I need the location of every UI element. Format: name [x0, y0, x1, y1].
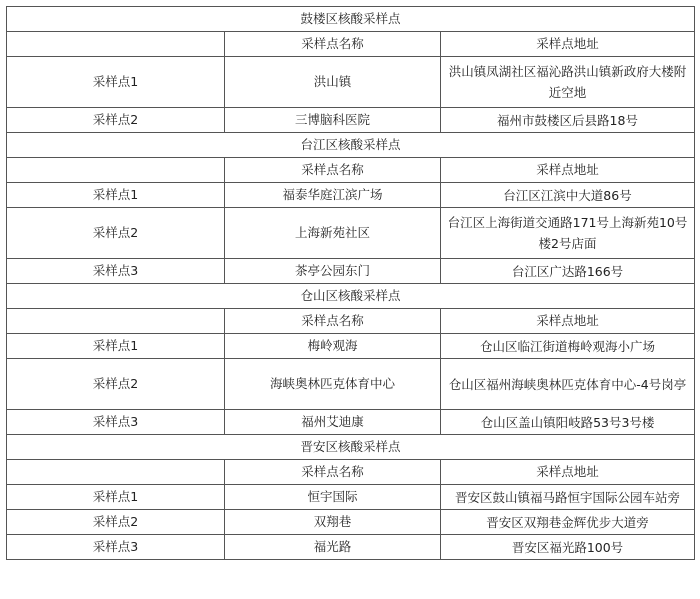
row-address: 晋安区福光路100号 — [441, 535, 695, 560]
row-label: 采样点3 — [7, 259, 225, 284]
row-label: 采样点2 — [7, 108, 225, 133]
section-title: 台江区核酸采样点 — [7, 133, 695, 158]
header-name: 采样点名称 — [225, 460, 441, 485]
header-address: 采样点地址 — [441, 309, 695, 334]
row-name: 福光路 — [225, 535, 441, 560]
header-blank-cell — [7, 158, 225, 183]
sampling-table-container — [6, 6, 695, 560]
row-address: 晋安区双翔巷金辉优步大道旁 — [441, 510, 695, 535]
row-address: 洪山镇凤湖社区福沁路洪山镇新政府大楼附近空地 — [441, 57, 695, 108]
table-row — [7, 208, 695, 259]
row-name: 福州艾迪康 — [225, 410, 441, 435]
row-name: 双翔巷 — [225, 510, 441, 535]
row-name: 洪山镇 — [225, 57, 441, 108]
column-header-row — [7, 460, 695, 485]
row-address: 仓山区福州海峡奥林匹克体育中心-4号岗亭 — [441, 359, 695, 410]
table-row — [7, 535, 695, 560]
row-address: 晋安区鼓山镇福马路恒宇国际公园车站旁 — [441, 485, 695, 510]
header-address: 采样点地址 — [441, 158, 695, 183]
table-row — [7, 108, 695, 133]
section-title-row — [7, 435, 695, 460]
row-label: 采样点1 — [7, 334, 225, 359]
row-name: 恒宇国际 — [225, 485, 441, 510]
section-title-row — [7, 7, 695, 32]
row-name: 茶亭公园东门 — [225, 259, 441, 284]
section-title: 仓山区核酸采样点 — [7, 284, 695, 309]
row-name: 福泰华庭江滨广场 — [225, 183, 441, 208]
table-row — [7, 259, 695, 284]
row-address: 台江区江滨中大道86号 — [441, 183, 695, 208]
row-name: 海峡奥林匹克体育中心 — [225, 359, 441, 410]
table-row — [7, 510, 695, 535]
table-row — [7, 359, 695, 410]
header-name: 采样点名称 — [225, 309, 441, 334]
header-address: 采样点地址 — [441, 460, 695, 485]
header-name: 采样点名称 — [225, 158, 441, 183]
section-title-row — [7, 133, 695, 158]
row-label: 采样点1 — [7, 183, 225, 208]
column-header-row — [7, 32, 695, 57]
row-label: 采样点3 — [7, 535, 225, 560]
header-blank-cell — [7, 309, 225, 334]
row-label: 采样点2 — [7, 208, 225, 259]
column-header-row — [7, 309, 695, 334]
column-header-row — [7, 158, 695, 183]
section-title: 鼓楼区核酸采样点 — [7, 7, 695, 32]
row-label: 采样点3 — [7, 410, 225, 435]
row-address: 台江区广达路166号 — [441, 259, 695, 284]
header-blank-cell — [7, 32, 225, 57]
table-row — [7, 334, 695, 359]
row-address: 仓山区临江街道梅岭观海小广场 — [441, 334, 695, 359]
header-name: 采样点名称 — [225, 32, 441, 57]
header-address: 采样点地址 — [441, 32, 695, 57]
sampling-points-table — [6, 6, 695, 560]
row-address: 仓山区盖山镇阳岐路53号3号楼 — [441, 410, 695, 435]
section-title-row — [7, 284, 695, 309]
table-row — [7, 183, 695, 208]
row-name: 三博脑科医院 — [225, 108, 441, 133]
table-row — [7, 485, 695, 510]
row-label: 采样点1 — [7, 485, 225, 510]
row-name: 上海新苑社区 — [225, 208, 441, 259]
row-address: 福州市鼓楼区后县路18号 — [441, 108, 695, 133]
header-blank-cell — [7, 460, 225, 485]
table-row — [7, 410, 695, 435]
row-name: 梅岭观海 — [225, 334, 441, 359]
row-label: 采样点2 — [7, 510, 225, 535]
section-title: 晋安区核酸采样点 — [7, 435, 695, 460]
row-label: 采样点2 — [7, 359, 225, 410]
table-row — [7, 57, 695, 108]
row-address: 台江区上海街道交通路171号上海新苑10号楼2号店面 — [441, 208, 695, 259]
row-label: 采样点1 — [7, 57, 225, 108]
